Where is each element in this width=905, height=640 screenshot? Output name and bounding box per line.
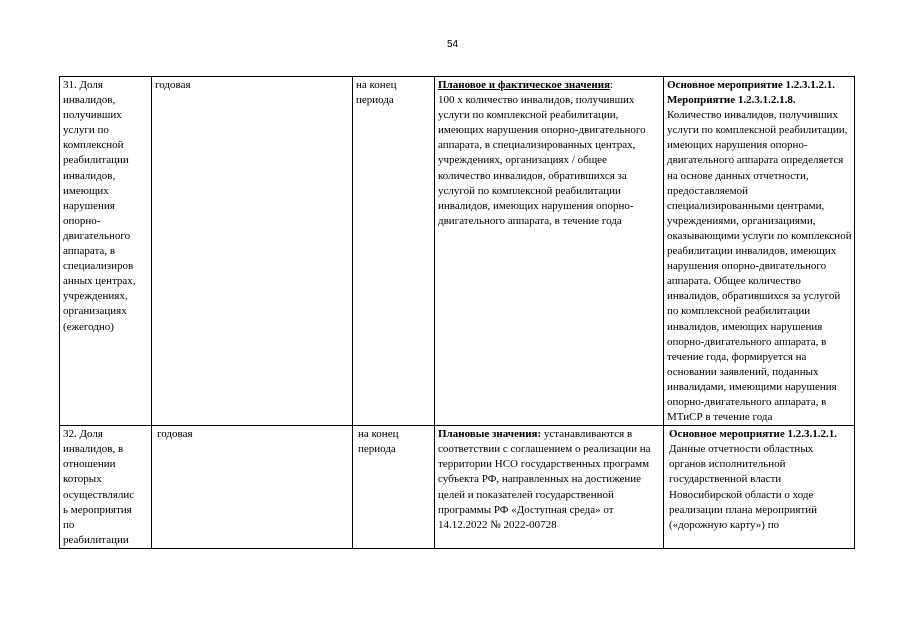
timing-cell (353, 77, 435, 426)
periodicity-cell (152, 77, 353, 426)
method-cell: Плановое и фактическое значения: 100 x количество инвалидов, получивших услуги по комплексной реабилитации, имеющих нарушения опорно-двигательного аппарата, в специализированных центрах, учреждениях, организациях / общее количество инвалидов, обратившихся за услугой по комплексной реабилитации инвалидов, имеющих нарушения опорно-двигательного аппарата, в течение года (435, 77, 664, 426)
periodicity-cell (152, 426, 353, 549)
page-number: 54 (446, 39, 459, 50)
source-heading: Основное мероприятие 1.2.3.1.2.1. (667, 79, 836, 91)
source-cell (664, 426, 855, 549)
source-heading: Основное мероприятие 1.2.3.1.2.1. (669, 428, 838, 441)
indicator-text: 32. Доля инвалидов, в отношении которых осуществлялис ь мероприятия по реабилитации (63, 428, 135, 546)
source-subheading: Мероприятие 1.2.3.1.2.1.8. (667, 94, 796, 107)
indicator-cell (60, 426, 152, 549)
source-text: Данные отчетности областных органов исполнительной государственной власти Новосибирской области о ходе реализации плана мероприятий («дорожную карту») по (669, 443, 818, 531)
method-heading: Плановые значения: (438, 428, 542, 441)
method-text: 100 x количество инвалидов, получивших услуги по комплексной реабилитации, имеющих нарушения опорно-двигательного аппарата, в специализированных центрах, учреждениях, организациях / общее количество инвалидов, обратившихся за услугой по комплексной реабилитации инвалидов, имеющих нарушения опорно-двигательного аппарата, в течение года (438, 94, 646, 227)
source-cell (664, 77, 855, 426)
periodicity-text: годовая (155, 79, 191, 91)
timing-text: на конец периода (358, 428, 399, 456)
table-row (60, 77, 855, 426)
timing-cell (353, 426, 435, 549)
indicator-text: 31. Доля инвалидов, получивших услуги по комплексной реабилитации инвалидов, имеющих нарушения опорно- двигательного аппарата, в специализиров анных центрах, учреждениях, организациях (ежегодно) (63, 79, 136, 333)
timing-text: на конец периода (356, 79, 397, 107)
periodicity-text: годовая (157, 428, 193, 441)
method-text: устанавливаются в соответствии с соглашением о реализации на территории НСО государственных программ субъекта РФ, направленных на достижение целей и показателей государственной программы РФ «Доступная среда» от 14.12.2022 № 2022-00728 (438, 428, 651, 531)
method-cell (435, 426, 664, 549)
indicator-cell (60, 77, 152, 426)
method-heading: Плановое и фактическое значения (438, 79, 611, 91)
source-text: Количество инвалидов, получивших услуги по комплексной реабилитации, имеющих нарушения опорно-двигательного аппарата определяется на основе данных отчетности, предоставляемой специализированными центрами, учреждениями, организациями, оказывающими услуги по комплексной реабилитации инвалидов, имеющих нарушения опорно-двигательного аппарата. Общее количество инвалидов, обратившихся за услугой по комплексной реабилитации инвалидов, имеющих нарушения опорно-двигательного аппарата, в течение года, формируется на основании заявлений, поданных инвалидами, имеющими нарушения опорно-двигательного аппарата, в МТиСР в течение года (667, 109, 852, 424)
table-row (60, 426, 855, 549)
indicators-table (59, 76, 855, 549)
